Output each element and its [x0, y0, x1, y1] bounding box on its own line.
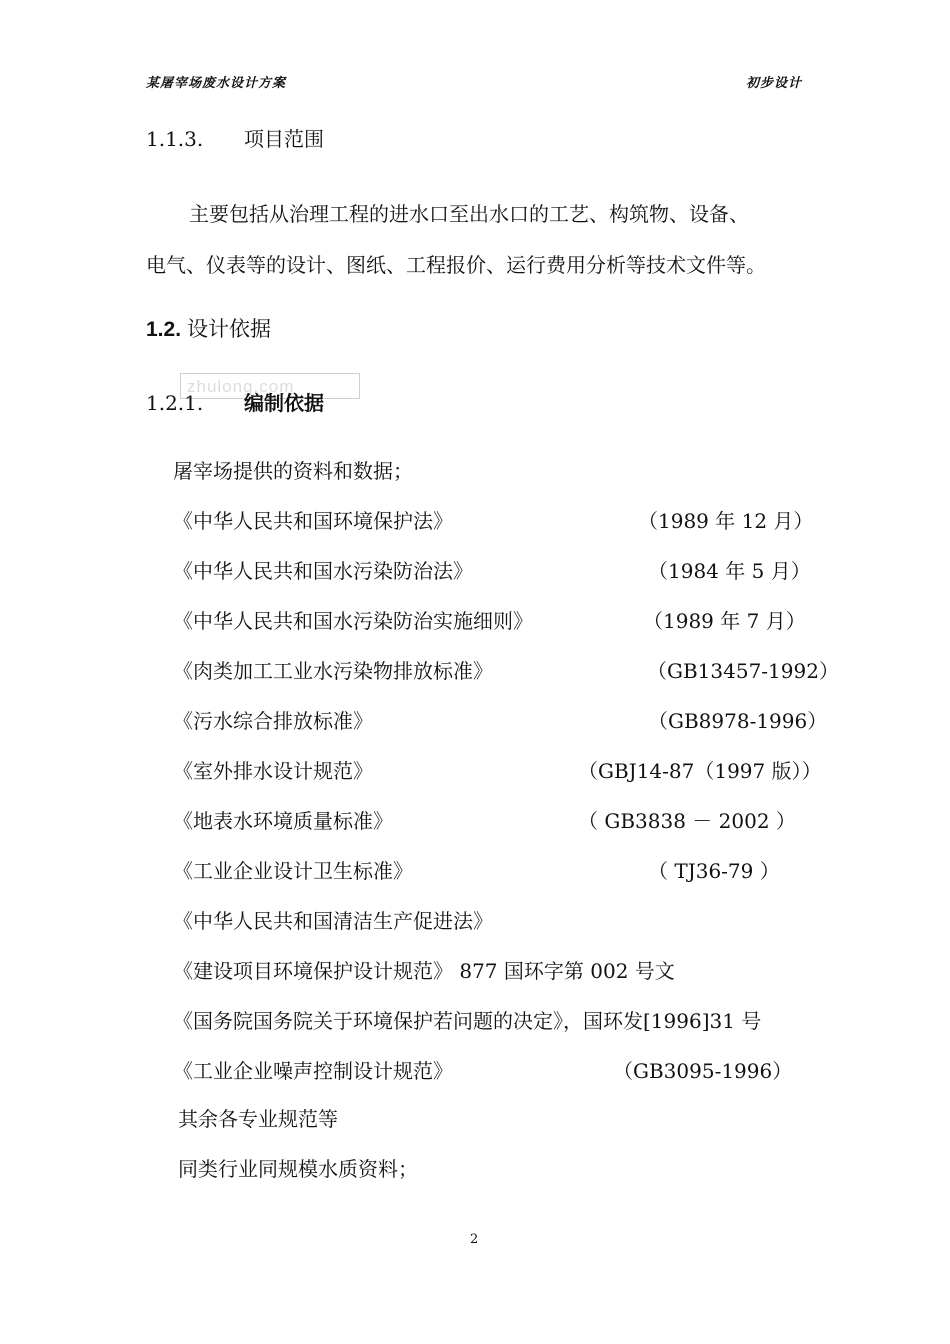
reference-name: 《工业企业设计卫生标准》 [173, 859, 413, 883]
header-doc-title: 某屠宰场废水设计方案 [146, 76, 287, 91]
reference-item [0, 705, 950, 735]
section-title: 设计依据 [187, 317, 272, 341]
reference-code: （1989 年 7 月） [643, 609, 806, 633]
reference-code: （1989 年 12 月） [638, 509, 814, 533]
reference-code: （1984 年 5 月） [648, 559, 811, 583]
reference-item [0, 955, 950, 985]
section-number: 1.2.1. [146, 391, 204, 415]
reference-name: 《中华人民共和国水污染防治实施细则》 [173, 609, 533, 633]
reference-code: （GBJ14-87（1997 版）） [578, 759, 822, 783]
section-title: 编制依据 [244, 393, 324, 415]
intro-line: 屠宰场提供的资料和数据； [173, 459, 413, 483]
reference-code: （ GB3838 － 2002 ） [578, 809, 796, 833]
reference-item [0, 1005, 950, 1035]
watermark-stamp: zhulong.com [180, 373, 360, 399]
reference-name: 《建设项目环境保护设计规范》 877 国环字第 002 号文 [173, 959, 675, 983]
closing-line: 其余各专业规范等 [178, 1107, 338, 1131]
reference-name: 《污水综合排放标准》 [173, 709, 373, 733]
scope-paragraph [146, 189, 816, 291]
reference-name: 《中华人民共和国水污染防治法》 [173, 559, 473, 583]
reference-name: 《中华人民共和国清洁生产促进法》 [173, 909, 493, 933]
reference-item [0, 555, 950, 585]
page-number: 2 [470, 1232, 479, 1247]
reference-name: 《中华人民共和国环境保护法》 [173, 509, 453, 533]
reference-item [0, 755, 950, 785]
reference-item [0, 855, 950, 885]
header-stage-label: 初步设计 [746, 76, 803, 91]
section-title: 项目范围 [244, 127, 324, 151]
section-1-2-heading [146, 313, 271, 343]
reference-name: 《肉类加工工业水污染物排放标准》 [173, 659, 493, 683]
reference-item [0, 905, 950, 935]
closing-line: 同类行业同规模水质资料； [178, 1157, 418, 1181]
reference-item [0, 505, 950, 535]
reference-code: （GB8978-1996） [648, 709, 828, 733]
reference-name: 《国务院国务院关于环境保护若问题的决定》，国环发[1996]31 号 [173, 1009, 762, 1033]
paragraph-line: 主要包括从治理工程的进水口至出水口的工艺、构筑物、设备、 [189, 202, 749, 226]
section-1-2-1-heading [146, 387, 324, 416]
reference-item [0, 805, 950, 835]
section-number: 1.2. [146, 318, 182, 341]
reference-item [0, 605, 950, 635]
reference-code: （ TJ36-79 ） [648, 859, 780, 883]
reference-item [0, 655, 950, 685]
paragraph-line: 电气、仪表等的设计、图纸、工程报价、运行费用分析等技术文件等。 [146, 253, 766, 277]
reference-code: （GB13457-1992） [647, 659, 839, 683]
reference-item [0, 1055, 950, 1085]
reference-code: （GB3095-1996） [613, 1059, 793, 1083]
section-number: 1.1.3. [146, 127, 204, 151]
section-1-1-3-heading [146, 123, 324, 152]
reference-name: 《工业企业噪声控制设计规范》 [173, 1059, 453, 1083]
reference-name: 《室外排水设计规范》 [173, 759, 373, 783]
reference-name: 《地表水环境质量标准》 [173, 809, 393, 833]
